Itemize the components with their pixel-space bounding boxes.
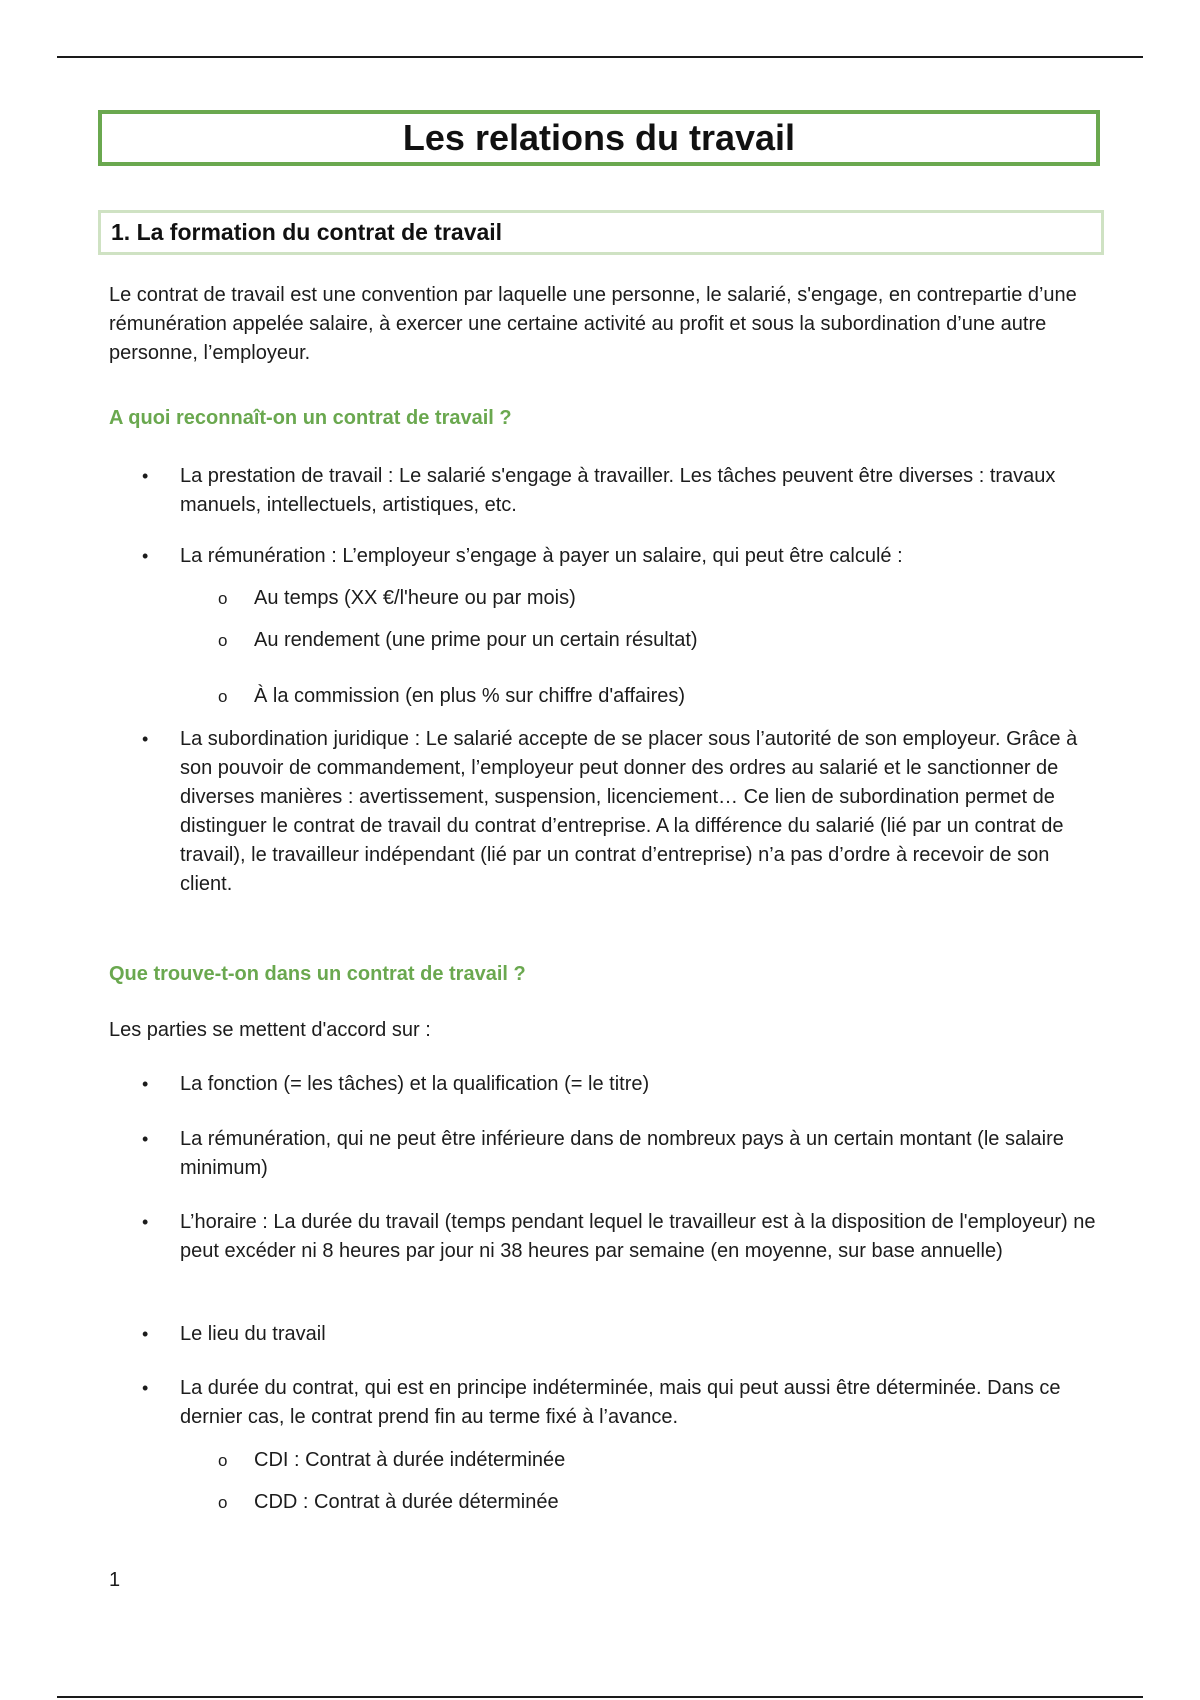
bullet-icon: •: [142, 1212, 149, 1232]
sub-list-item: CDI : Contrat à durée indéterminée: [254, 1449, 566, 1471]
section-heading-box: [98, 210, 1104, 255]
intro-paragraph: Le contrat de travail est une convention par laquelle une personne, le salarié, s'engage, en contrepartie d’une rémunération appelée salaire, à exercer une certaine activité au profit et sous la subordination d’une autre personne, l’employeur.: [109, 284, 1077, 364]
sub-bullet-icon: o: [218, 1451, 228, 1470]
contents-lead: Les parties se mettent d'accord sur :: [109, 1019, 431, 1041]
sub-bullet-icon: o: [218, 1493, 228, 1512]
bullet-icon: •: [142, 1378, 149, 1398]
sub-bullet-icon: o: [218, 687, 228, 706]
list-item: Le lieu du travail: [180, 1323, 326, 1345]
list-item: La rémunération : L’employeur s’engage à payer un salaire, qui peut être calculé :: [180, 545, 903, 567]
page-title: Les relations du travail: [402, 117, 796, 158]
sub-list-item: Au rendement (une prime pour un certain résultat): [254, 629, 698, 651]
bullet-icon: •: [142, 1324, 149, 1344]
bullet-icon: •: [142, 466, 149, 486]
list-item: La subordination juridique : Le salarié accepte de se placer sous l’autorité de son employeur. Grâce à son pouvoir de commandement, l’employeur peut donner des ordres au salarié et le sanctionner de diverses manières : avertissement, suspension, licenciement… Ce lien de subordination permet de distinguer le contrat de travail du contrat d’entreprise. A la différence du salarié (lié par un contrat de travail), le travailleur indépendant (lié par un contrat d’entreprise) n’a pas d’ordre à recevoir de son client.: [180, 728, 1078, 895]
bullet-icon: •: [142, 729, 149, 749]
page-number: 1: [109, 1569, 121, 1591]
sub-bullet-icon: o: [218, 589, 228, 608]
subheading-contents: Que trouve-t-on dans un contrat de travail ?: [109, 963, 526, 985]
list-item: L’horaire : La durée du travail (temps pendant lequel le travailleur est à la disposition de l'employeur) ne peut excéder ni 8 heures par jour ni 38 heures par semaine (en moyenne, sur base annuelle): [180, 1211, 1096, 1262]
title-box: [98, 110, 1100, 166]
bullet-icon: •: [142, 1074, 149, 1094]
list-item: La rémunération, qui ne peut être inférieure dans de nombreux pays à un certain montant (le salaire minimum): [180, 1128, 1064, 1179]
bullet-icon: •: [142, 1129, 149, 1149]
sub-list-item: Au temps (XX €/l'heure ou par mois): [254, 587, 576, 609]
sub-list-item: CDD : Contrat à durée déterminée: [254, 1491, 559, 1513]
footer-rule: [57, 1696, 1143, 1698]
bullet-icon: •: [142, 546, 149, 566]
section-heading: 1. La formation du contrat de travail: [111, 219, 503, 245]
list-item: La durée du contrat, qui est en principe indéterminée, mais qui peut aussi être déterminée. Dans ce dernier cas, le contrat prend fin au terme fixé à l’avance.: [180, 1377, 1061, 1428]
subheading-recognition: A quoi reconnaît-on un contrat de travail ?: [109, 407, 512, 429]
header-rule: [57, 56, 1143, 58]
list-item: La fonction (= les tâches) et la qualification (= le titre): [180, 1073, 650, 1095]
list-item: La prestation de travail : Le salarié s'engage à travailler. Les tâches peuvent être diverses : travaux manuels, intellectuels, artistiques, etc.: [180, 465, 1056, 516]
sub-list-item: À la commission (en plus % sur chiffre d'affaires): [254, 685, 686, 707]
sub-bullet-icon: o: [218, 631, 228, 650]
